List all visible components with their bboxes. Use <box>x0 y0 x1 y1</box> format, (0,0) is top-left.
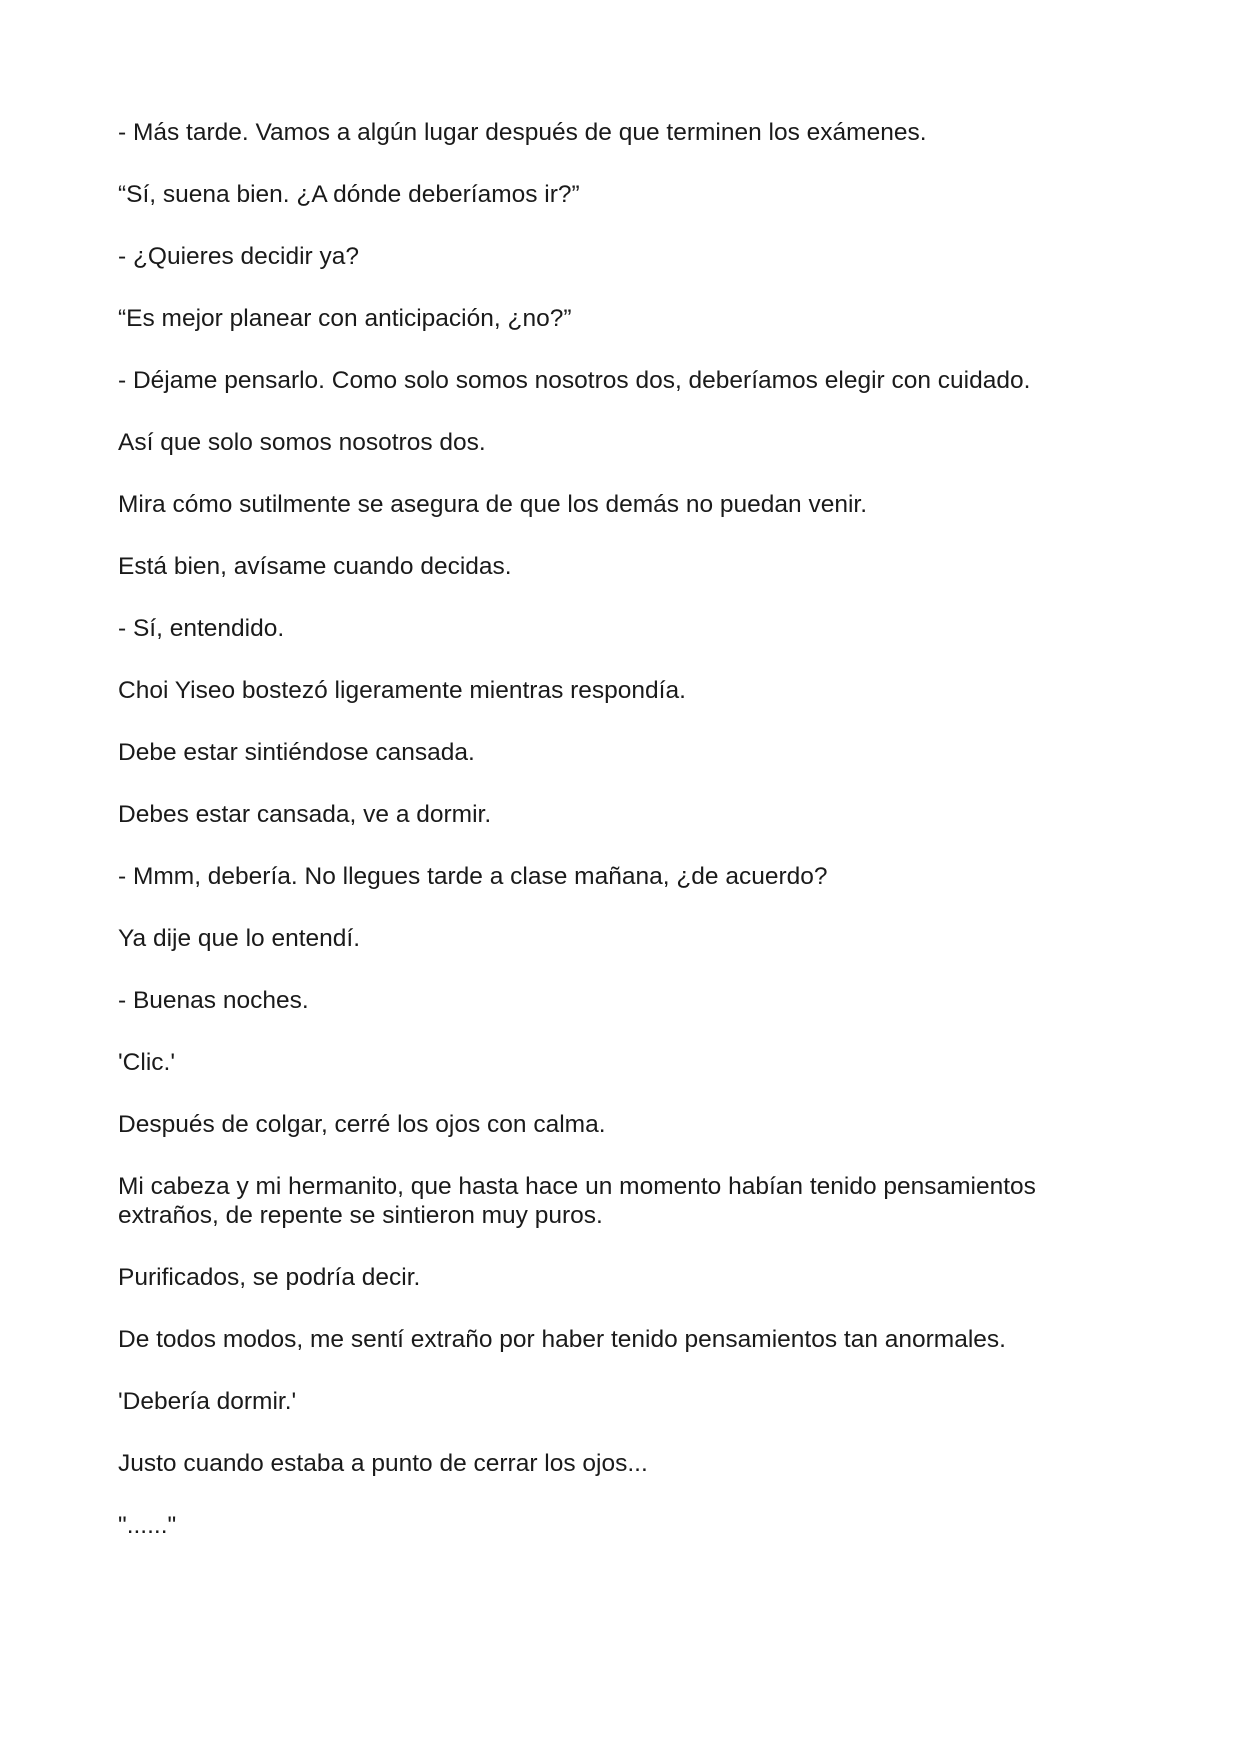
paragraph: - Mmm, debería. No llegues tarde a clase mañana, ¿de acuerdo? <box>118 863 828 890</box>
paragraph: - Más tarde. Vamos a algún lugar después de que terminen los exámenes. <box>118 119 927 146</box>
paragraph: “Sí, suena bien. ¿A dónde deberíamos ir?” <box>118 181 580 208</box>
paragraph: De todos modos, me sentí extraño por haber tenido pensamientos tan anormales. <box>118 1326 1006 1353</box>
paragraph: "......" <box>118 1512 177 1539</box>
paragraph: 'Clic.' <box>118 1049 175 1076</box>
paragraph: 'Debería dormir.' <box>118 1388 297 1415</box>
paragraph: Ya dije que lo entendí. <box>118 925 361 952</box>
paragraph: Así que solo somos nosotros dos. <box>118 429 486 456</box>
paragraph: Choi Yiseo bostezó ligeramente mientras respondía. <box>118 677 686 704</box>
paragraph: - Sí, entendido. <box>118 615 285 642</box>
paragraph: “Es mejor planear con anticipación, ¿no?” <box>118 305 572 332</box>
document-body <box>118 118 1138 1573</box>
paragraph: - Déjame pensarlo. Como solo somos nosotros dos, deberíamos elegir con cuidado. <box>118 367 1031 394</box>
paragraph: Mira cómo sutilmente se asegura de que los demás no puedan venir. <box>118 491 868 518</box>
paragraph: Purificados, se podría decir. <box>118 1264 421 1291</box>
paragraph: - ¿Quieres decidir ya? <box>118 243 360 270</box>
paragraph: Después de colgar, cerré los ojos con calma. <box>118 1111 606 1138</box>
paragraph: Está bien, avísame cuando decidas. <box>118 553 512 580</box>
paragraph: Debe estar sintiéndose cansada. <box>118 739 475 766</box>
paragraph: - Buenas noches. <box>118 987 309 1014</box>
paragraph: Mi cabeza y mi hermanito, que hasta hace un momento habían tenido pensamientos extraños, de repente se sintieron muy puros. <box>118 1173 1036 1229</box>
paragraph: Debes estar cansada, ve a dormir. <box>118 801 492 828</box>
paragraph: Justo cuando estaba a punto de cerrar los ojos... <box>118 1450 648 1477</box>
